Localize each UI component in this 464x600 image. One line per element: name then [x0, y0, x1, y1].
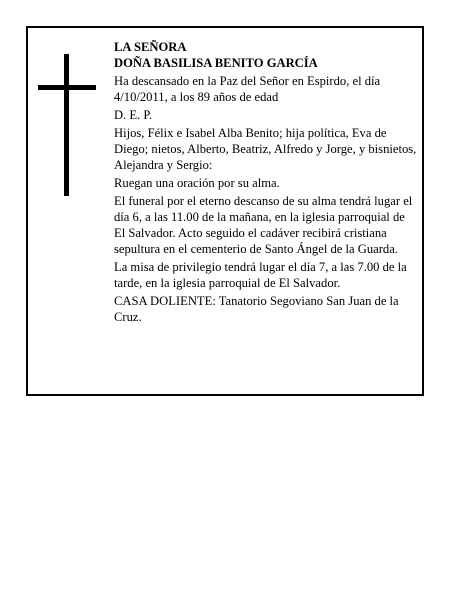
cross-vertical-bar [64, 54, 69, 196]
mass-details: La misa de privilegio tendrá lugar el día 7, a las 7.00 de la tarde, en la iglesia parroquial de El Salvador. [114, 260, 407, 290]
family-list: Hijos, Félix e Isabel Alba Benito; hija política, Eva de Diego; nietos, Alberto, Beatriz, Alfredo y Jorge, y bisnietos, Alejandra y Sergio: [114, 126, 417, 172]
obituary-text [114, 39, 418, 327]
title-line-1: LA SEÑORA [114, 40, 187, 54]
death-statement: Ha descansado en la Paz del Señor en Espirdo, el día 4/10/2011, a los 89 años de edad [114, 74, 381, 104]
deceased-name: DOÑA BASILISA BENITO GARCÍA [114, 56, 318, 70]
funeral-home: CASA DOLIENTE: Tanatorio Segoviano San Juan de la Cruz. [114, 294, 399, 324]
cross-icon [38, 54, 96, 196]
funeral-details: El funeral por el eterno descanso de su alma tendrá lugar el día 6, a las 11.00 de la mañana, en la iglesia parroquial de El Salvador. Acto seguido el cadáver recibirá cristiana sepultura en el cementerio de Santo Ángel de la Guarda. [114, 194, 413, 256]
rip-line: D. E. P. [114, 108, 153, 122]
prayer-request: Ruegan una oración por su alma. [114, 176, 280, 190]
cross-horizontal-bar [38, 85, 96, 90]
